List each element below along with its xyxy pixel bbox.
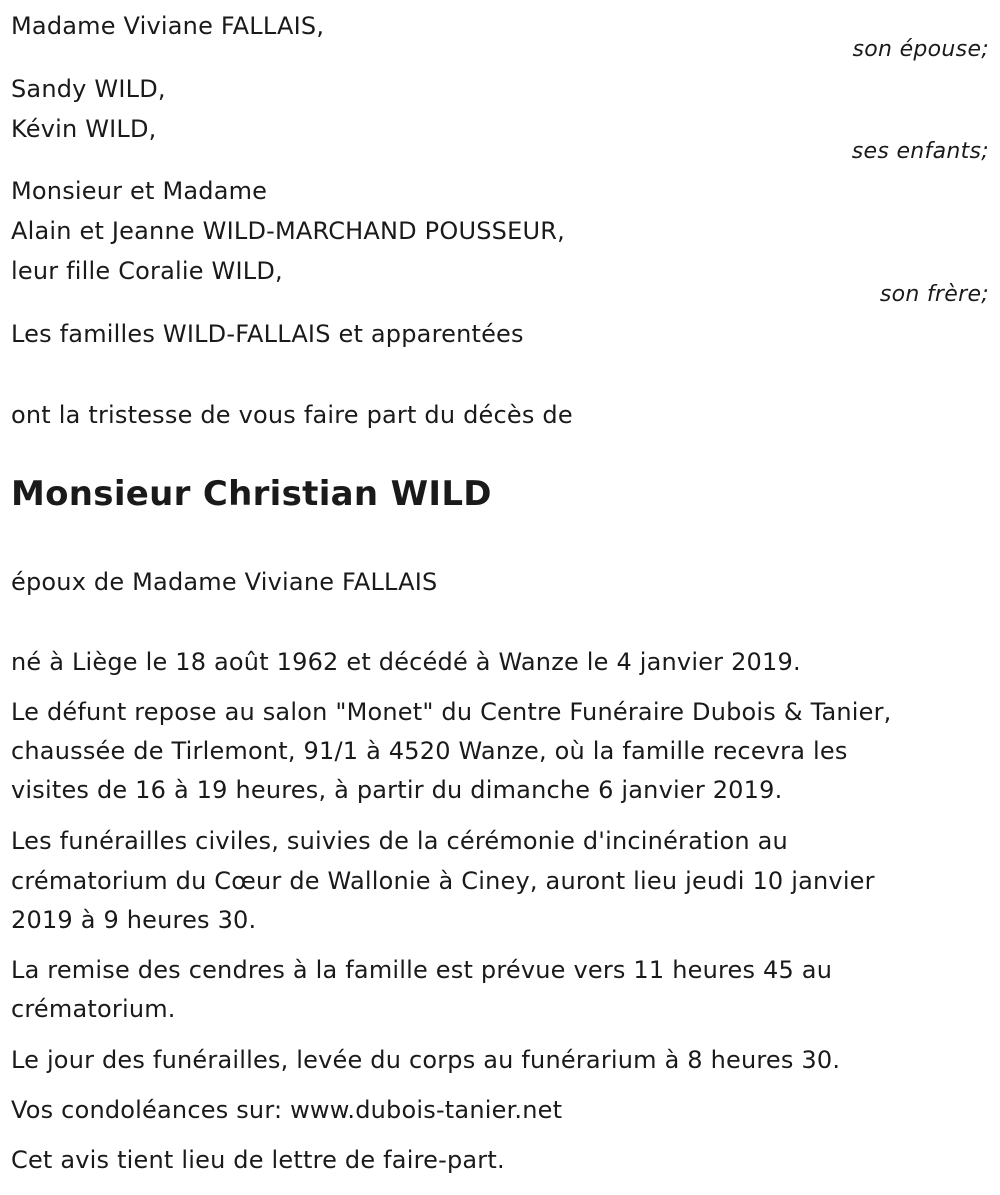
rest-paragraph-line: Le défunt repose au salon "Monet" du Centre Funéraire Dubois & Tanier, [11, 698, 892, 726]
funeral-paragraph-line: 2019 à 9 heures 30. [11, 906, 257, 934]
brother-role: son frère; [879, 282, 989, 307]
child-name: Kévin WILD, [11, 115, 157, 143]
families-line: Les familles WILD-FALLAIS et apparentées [11, 320, 524, 348]
brother-line: Monsieur et Madame [11, 177, 268, 205]
notice-line: Cet avis tient lieu de lettre de faire-part. [11, 1146, 505, 1174]
spouse-role: son épouse; [852, 37, 989, 62]
ashes-paragraph-line: crématorium. [11, 995, 176, 1023]
departure-line: Le jour des funérailles, levée du corps au funérarium à 8 heures 30. [11, 1046, 841, 1074]
brother-line: Alain et Jeanne WILD-MARCHAND POUSSEUR, [11, 217, 565, 245]
brother-line: leur fille Coralie WILD, [11, 257, 283, 285]
rest-paragraph-line: chaussée de Tirlemont, 91/1 à 4520 Wanze, où la famille recevra les [11, 737, 848, 765]
birth-death-line: né à Liège le 18 août 1962 et décédé à Wanze le 4 janvier 2019. [11, 648, 801, 676]
ashes-paragraph-line: La remise des cendres à la famille est prévue vers 11 heures 45 au [11, 956, 833, 984]
condolences-line: Vos condoléances sur: www.dubois-tanier.net [11, 1096, 563, 1124]
rest-paragraph-line: visites de 16 à 19 heures, à partir du dimanche 6 janvier 2019. [11, 776, 783, 804]
child-name: Sandy WILD, [11, 75, 166, 103]
children-role: ses enfants; [851, 139, 989, 164]
spouse-of-line: époux de Madame Viviane FALLAIS [11, 568, 438, 596]
announcement: ont la tristesse de vous faire part du décès de [11, 401, 573, 429]
funeral-paragraph-line: Les funérailles civiles, suivies de la cérémonie d'incinération au [11, 827, 788, 855]
deceased-name: Monsieur Christian WILD [11, 474, 492, 514]
spouse-name: Madame Viviane FALLAIS, [11, 12, 325, 40]
funeral-paragraph-line: crématorium du Cœur de Wallonie à Ciney, auront lieu jeudi 10 janvier [11, 867, 875, 895]
